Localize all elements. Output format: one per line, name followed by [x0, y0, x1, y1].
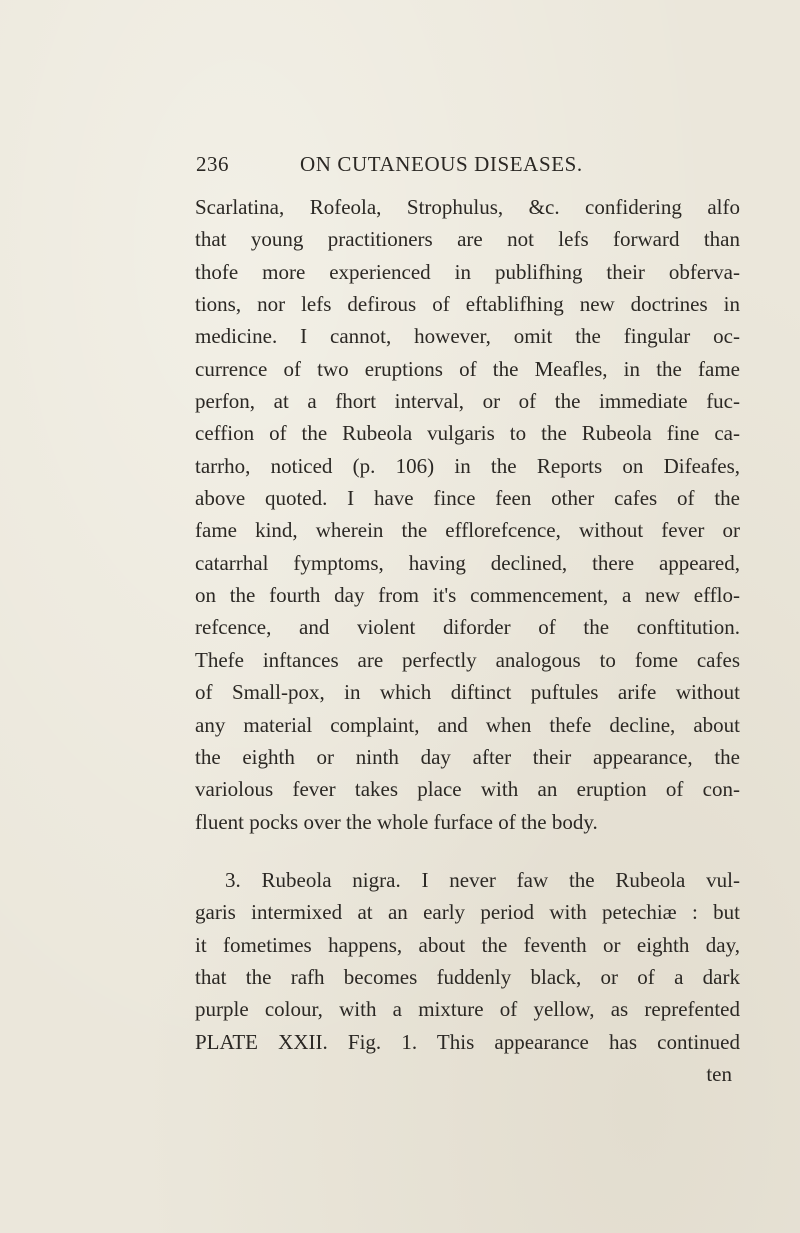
text-line: tions, nor lefs defirous of eftablifhing new doctrines in — [195, 292, 740, 317]
text-line: refcence, and violent diforder of the conftitution. — [195, 615, 740, 640]
text-line: that young practitioners are not lefs forward than — [195, 227, 740, 252]
text-line: variolous fever takes place with an eruption of con- — [195, 777, 740, 802]
text-line: PLATE XXII. Fig. 1. This appearance has continued — [195, 1029, 740, 1054]
text-line: any material complaint, and when thefe decline, about — [195, 712, 740, 737]
text-line: Scarlatina, Rofeola, Strophulus, &c. confidering alfo — [195, 195, 740, 219]
page-header — [196, 152, 606, 182]
text-line: it fometimes happens, about the feventh or eighth day, — [195, 932, 740, 957]
paragraph-spacer — [195, 838, 740, 864]
paragraph-1 — [195, 191, 740, 838]
text-line: tarrho, noticed (p. 106) in the Reports on Difeafes, — [195, 453, 740, 478]
text-line: Thefe inftances are perfectly analogous to fome cafes — [195, 647, 740, 672]
paragraph-2 — [195, 864, 740, 1058]
text-line: that the rafh becomes fuddenly black, or of a dark — [195, 964, 740, 989]
text-line: perfon, at a fhort interval, or of the immediate fuc- — [195, 389, 740, 414]
text-line: fluent pocks over the whole furface of the body. — [195, 809, 598, 834]
body-text — [195, 191, 740, 1090]
text-line: catarrhal fymptoms, having declined, there appeared, — [195, 550, 740, 575]
text-line: of Small-pox, in which diftinct puftules arife without — [195, 680, 740, 705]
text-line: garis intermixed at an early period with petechiæ : but — [195, 900, 740, 925]
text-line: currence of two eruptions of the Meafles, in the fame — [195, 356, 740, 381]
running-head: ON CUTANEOUS DISEASES. — [300, 152, 583, 176]
text-line: ceffion of the Rubeola vulgaris to the Rubeola fine ca- — [195, 421, 740, 446]
text-line: purple colour, with a mixture of yellow, as reprefented — [195, 997, 740, 1022]
page-number: 236 — [196, 152, 229, 176]
text-line: fame kind, wherein the efflorefcence, without fever or — [195, 518, 740, 543]
text-line: medicine. I cannot, however, omit the fingular oc- — [195, 324, 740, 349]
text-line: thofe more experienced in publifhing their obferva- — [195, 259, 740, 284]
text-line: 3. Rubeola nigra. I never faw the Rubeola vul- — [225, 867, 740, 892]
text-line: on the fourth day from it's commencement, a new efflo- — [195, 583, 740, 608]
catchword: ten — [706, 1061, 732, 1086]
text-line: the eighth or ninth day after their appearance, the — [195, 744, 740, 769]
text-line: above quoted. I have fince feen other cafes of the — [195, 486, 740, 511]
